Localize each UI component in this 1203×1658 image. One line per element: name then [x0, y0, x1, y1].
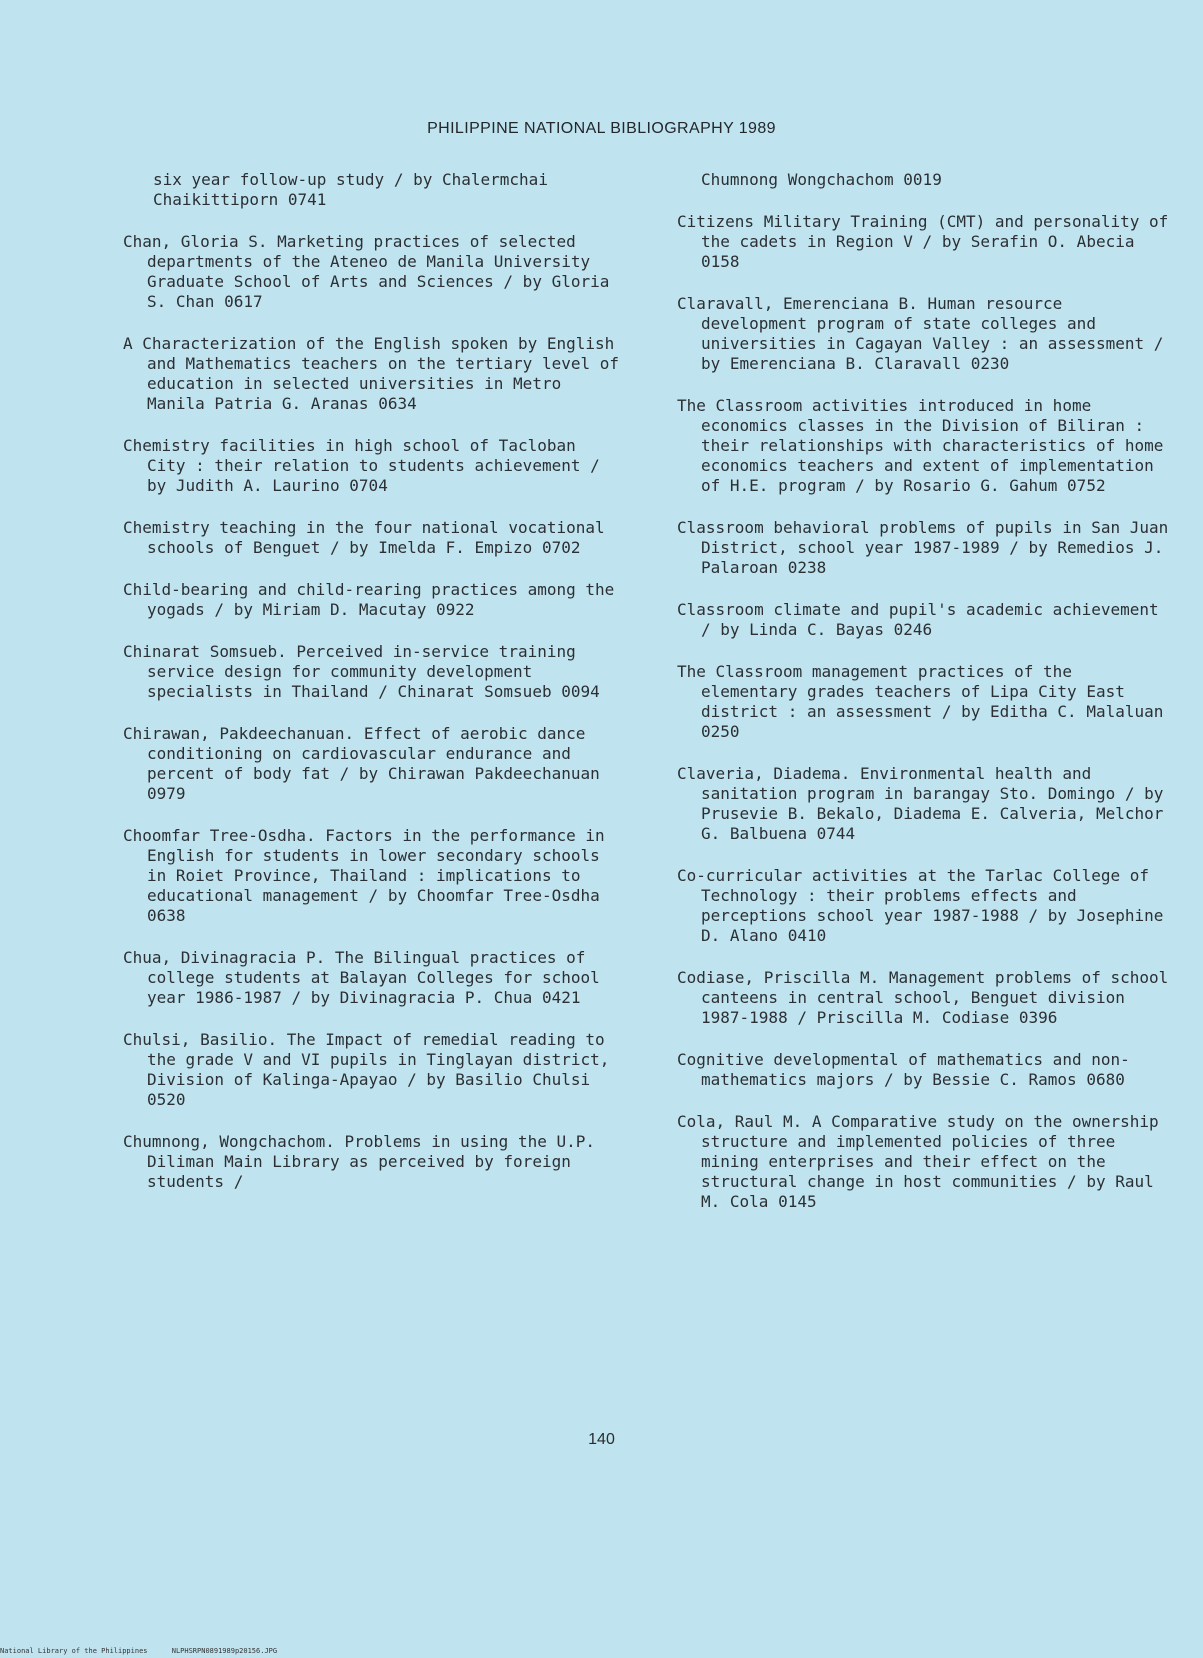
footer-library: National Library of the Philippines: [0, 1647, 148, 1655]
bibliography-entry: Chemistry facilities in high school of Tacloban City : their relation to students achievement / by Judith A. Laurino 0704: [123, 436, 600, 495]
bibliography-entry: Classroom behavioral problems of pupils in San Juan District, school year 1987-1989 / by Remedios J. Palaroan 0238: [677, 518, 1169, 577]
bibliography-entry: Citizens Military Training (CMT) and personality of the cadets in Region V / by Serafin O. Abecia 0158: [677, 212, 1169, 271]
bibliography-entry: Chemistry teaching in the four national vocational schools of Benguet / by Imelda F. Empizo 0702: [123, 518, 605, 557]
bibliography-entry: Chua, Divinagracia P. The Bilingual practices of college students at Balayan Colleges for school year 1986-1987 / by Divinagracia P. Chua 0421: [123, 948, 600, 1007]
left-column: [123, 170, 623, 1214]
scan-footer: [0, 1647, 297, 1655]
page-number: 140: [588, 1431, 615, 1448]
bibliography-entry: Cola, Raul M. A Comparative study on the ownership structure and implemented policies of three mining enterprises and their effect on the structural change in host communities / by Raul M. Cola 0145: [677, 1112, 1159, 1211]
right-column: [677, 170, 1177, 1234]
bibliography-entry: Co-curricular activities at the Tarlac College of Technology : their problems effects and perceptions school year 1987-1988 / by Josephine D. Alano 0410: [677, 866, 1164, 945]
bibliography-entry: Chulsi, Basilio. The Impact of remedial reading to the grade V and VI pupils in Tinglayan district, Division of Kalinga-Apayao / by Basilio Chulsi 0520: [123, 1030, 610, 1109]
bibliography-entry: Claveria, Diadema. Environmental health and sanitation program in barangay Sto. Domingo / by Prusevie B. Bekalo, Diadema E. Calveria, Melchor G. Balbuena 0744: [677, 764, 1164, 843]
bibliography-entry: Chan, Gloria S. Marketing practices of selected departments of the Ateneo de Manila University Graduate School of Arts and Sciences / by Gloria S. Chan 0617: [123, 232, 610, 311]
bibliography-entry: A Characterization of the English spoken by English and Mathematics teachers on the tertiary level of education in selected universities in Metro Manila Patria G. Aranas 0634: [123, 334, 620, 413]
bibliography-entry: The Classroom management practices of the elementary grades teachers of Lipa City East district : an assessment / by Editha C. Malaluan 0250: [677, 662, 1164, 741]
bibliography-entry: Chirawan, Pakdeechanuan. Effect of aerobic dance conditioning on cardiovascular endurance and percent of body fat / by Chirawan Pakdeechanuan 0979: [123, 724, 600, 803]
bibliography-entry: Claravall, Emerenciana B. Human resource development program of state colleges and universities in Cagayan Valley : an assessment / by Emerenciana B. Claravall 0230: [677, 294, 1164, 373]
bibliography-entry: Chumnong, Wongchachom. Problems in using the U.P. Diliman Main Library as perceived by foreign students /: [123, 1132, 596, 1191]
bibliography-entry: Classroom climate and pupil's academic achievement / by Linda C. Bayas 0246: [677, 600, 1159, 639]
bibliography-entry: Choomfar Tree-Osdha. Factors in the performance in English for students in lower secondary schools in Roiet Province, Thailand : implications to educational management / by Choomfar Tree-Osdha 0638: [123, 826, 605, 925]
bibliography-entry: Child-bearing and child-rearing practices among the yogads / by Miriam D. Macutay 0922: [123, 580, 615, 619]
bibliography-entry: Cognitive developmental of mathematics and non-mathematics majors / by Bessie C. Ramos 0680: [677, 1050, 1130, 1089]
footer-filename: NLPHSRPN0891989p20156.JPG: [171, 1647, 278, 1655]
page-header: PHILIPPINE NATIONAL BIBLIOGRAPHY 1989: [427, 120, 776, 137]
bibliography-entry: six year follow-up study / by Chalermchai Chaikittiporn 0741: [153, 170, 548, 209]
bibliography-entry: Chumnong Wongchachom 0019: [701, 170, 942, 189]
bibliography-entry: The Classroom activities introduced in home economics classes in the Division of Biliran : their relationships with characteristics of home economics teachers and extent of implementation of H.E. program / by Rosario G. Gahum 0752: [677, 396, 1164, 495]
bibliography-entry: Codiase, Priscilla M. Management problems of school canteens in central school, Benguet division 1987-1988 / Priscilla M. Codiase 0396: [677, 968, 1169, 1027]
bibliography-entry: Chinarat Somsueb. Perceived in-service training service design for community development specialists in Thailand / Chinarat Somsueb 0094: [123, 642, 600, 701]
